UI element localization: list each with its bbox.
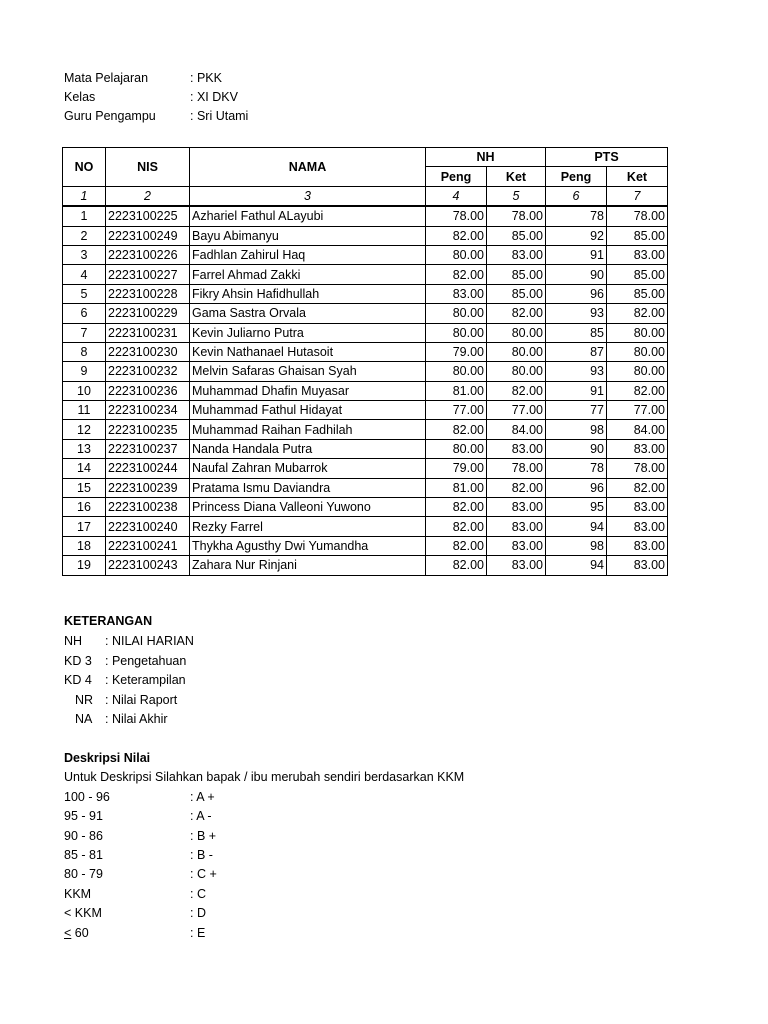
cell-nama: Kevin Juliarno Putra [190,323,426,342]
cell-nama: Melvin Safaras Ghaisan Syah [190,362,426,381]
cell-nis: 2223100237 [106,439,190,458]
cell-pts-ket: 84.00 [607,420,668,439]
cell-pts-peng: 93 [546,304,607,323]
cell-pts-peng: 96 [546,478,607,497]
grade-value: : D [190,906,206,920]
table-row [63,459,668,478]
cell-nis: 2223100235 [106,420,190,439]
cell-nh-peng: 80.00 [426,245,487,264]
cell-no: 1 [63,206,106,226]
cell-pts-peng: 94 [546,517,607,536]
cell-pts-ket: 83.00 [607,536,668,555]
table-row [63,245,668,264]
cell-nh-ket: 83.00 [487,556,546,575]
cell-pts-ket: 78.00 [607,206,668,226]
cell-no: 15 [63,478,106,497]
cell-nh-ket: 80.00 [487,323,546,342]
cell-pts-peng: 90 [546,439,607,458]
cell-pts-ket: 83.00 [607,556,668,575]
cell-nh-peng: 78.00 [426,206,487,226]
grade-range: KKM [64,887,92,901]
cell-no: 17 [63,517,106,536]
table-row [63,342,668,361]
cell-nama: Zahara Nur Rinjani [190,556,426,575]
cell-nis: 2223100226 [106,245,190,264]
header-no: NO [63,148,106,187]
cell-nis: 2223100232 [106,362,190,381]
keterangan-title: KETERANGAN [64,614,153,628]
cell-pts-ket: 83.00 [607,439,668,458]
cell-nh-ket: 83.00 [487,439,546,458]
cell-no: 16 [63,498,106,517]
cell-nis: 2223100241 [106,536,190,555]
cell-pts-peng: 93 [546,362,607,381]
cell-nh-ket: 83.00 [487,517,546,536]
grade-value: : C [190,887,206,901]
grade-range: < KKM [64,906,102,920]
header-pts-ket: Ket [607,167,668,186]
header-pts: PTS [546,148,668,167]
cell-nis: 2223100236 [106,381,190,400]
cell-nh-peng: 80.00 [426,362,487,381]
cell-nh-ket: 77.00 [487,401,546,420]
cell-pts-ket: 77.00 [607,401,668,420]
column-index: 7 [607,186,668,206]
cell-no: 18 [63,536,106,555]
lte-symbol: < [64,926,72,940]
cell-no: 19 [63,556,106,575]
cell-nis: 2223100227 [106,265,190,284]
cell-nh-peng: 82.00 [426,420,487,439]
column-index: 6 [546,186,607,206]
table-row [63,206,668,226]
cell-pts-peng: 90 [546,265,607,284]
cell-nis: 2223100244 [106,459,190,478]
cell-no: 9 [63,362,106,381]
legend-value: : Nilai Raport [105,693,178,707]
grade-value: : E [190,926,206,940]
cell-nama: Fikry Ahsin Hafidhullah [190,284,426,303]
cell-no: 2 [63,226,106,245]
grade-range: 95 - 91 [64,809,103,823]
info-label: Kelas [64,90,96,104]
cell-nh-ket: 80.00 [487,342,546,361]
cell-nis: 2223100240 [106,517,190,536]
table-row [63,439,668,458]
deskripsi-instruction: Untuk Deskripsi Silahkan bapak / ibu merubah sendiri berdasarkan KKM [64,770,465,784]
cell-pts-ket: 82.00 [607,304,668,323]
cell-no: 11 [63,401,106,420]
legend-key: NA [75,712,93,726]
legend-key: NH [64,634,83,648]
cell-nh-ket: 80.00 [487,362,546,381]
legend-value: : Keterampilan [105,673,186,687]
header-nh-ket: Ket [487,167,546,186]
table-row [63,381,668,400]
info-label: Guru Pengampu [64,109,156,123]
cell-nh-peng: 82.00 [426,226,487,245]
cell-nh-peng: 82.00 [426,556,487,575]
grade-range: 100 - 96 [64,790,110,804]
cell-nama: Nanda Handala Putra [190,439,426,458]
cell-pts-ket: 80.00 [607,342,668,361]
grade-range: 80 - 79 [64,867,103,881]
grade-range: 85 - 81 [64,848,103,862]
cell-nama: Princess Diana Valleoni Yuwono [190,498,426,517]
legend-value: : NILAI HARIAN [105,634,194,648]
column-index-row [63,186,668,206]
grade-threshold: 60 [71,926,89,940]
table-row [63,323,668,342]
table-row [63,498,668,517]
table-row [63,478,668,497]
column-index: 3 [190,186,426,206]
cell-nh-ket: 85.00 [487,265,546,284]
deskripsi-title: Deskripsi Nilai [64,751,151,765]
grade-range [64,924,89,943]
legend-key: KD 3 [64,654,92,668]
column-index: 1 [63,186,106,206]
grade-range: 90 - 86 [64,829,103,843]
cell-nh-peng: 82.00 [426,498,487,517]
cell-nh-ket: 85.00 [487,226,546,245]
cell-nh-ket: 84.00 [487,420,546,439]
cell-pts-peng: 95 [546,498,607,517]
table-row [63,536,668,555]
cell-nh-peng: 77.00 [426,401,487,420]
cell-pts-peng: 78 [546,459,607,478]
info-label: Mata Pelajaran [64,71,149,85]
cell-pts-peng: 87 [546,342,607,361]
cell-pts-ket: 78.00 [607,459,668,478]
table-row [63,265,668,284]
cell-nh-peng: 79.00 [426,459,487,478]
cell-pts-peng: 96 [546,284,607,303]
cell-nama: Rezky Farrel [190,517,426,536]
cell-nis: 2223100243 [106,556,190,575]
cell-no: 10 [63,381,106,400]
cell-nis: 2223100249 [106,226,190,245]
cell-pts-ket: 85.00 [607,265,668,284]
grade-value: : C + [190,867,217,881]
cell-nama: Muhammad Fathul Hidayat [190,401,426,420]
header-nh: NH [426,148,546,167]
cell-no: 8 [63,342,106,361]
cell-no: 6 [63,304,106,323]
cell-pts-peng: 94 [546,556,607,575]
cell-pts-peng: 78 [546,206,607,226]
header-row-top [63,148,668,167]
table-row [63,304,668,323]
header-nh-peng: Peng [426,167,487,186]
cell-nama: Azhariel Fathul ALayubi [190,206,426,226]
table-row [63,401,668,420]
info-value: : XI DKV [190,90,238,104]
cell-no: 7 [63,323,106,342]
cell-nis: 2223100239 [106,478,190,497]
table-row [63,420,668,439]
cell-pts-ket: 83.00 [607,498,668,517]
table-row [63,284,668,303]
cell-pts-peng: 77 [546,401,607,420]
cell-pts-peng: 98 [546,536,607,555]
cell-pts-ket: 85.00 [607,226,668,245]
legend-value: : Pengetahuan [105,654,187,668]
table-body [63,206,668,575]
cell-pts-peng: 98 [546,420,607,439]
cell-nh-ket: 82.00 [487,304,546,323]
cell-nama: Muhammad Raihan Fadhilah [190,420,426,439]
cell-nama: Muhammad Dhafin Muyasar [190,381,426,400]
table-row [63,556,668,575]
cell-pts-peng: 91 [546,245,607,264]
cell-pts-ket: 82.00 [607,381,668,400]
cell-nis: 2223100229 [106,304,190,323]
cell-nh-ket: 85.00 [487,284,546,303]
cell-nh-ket: 78.00 [487,206,546,226]
legend-key: NR [75,693,94,707]
cell-nis: 2223100230 [106,342,190,361]
cell-nh-peng: 82.00 [426,265,487,284]
cell-nh-peng: 82.00 [426,517,487,536]
cell-pts-ket: 85.00 [607,284,668,303]
cell-no: 13 [63,439,106,458]
column-index: 5 [487,186,546,206]
cell-nh-peng: 79.00 [426,342,487,361]
grade-value: : A + [190,790,215,804]
cell-nama: Thykha Agusthy Dwi Yumandha [190,536,426,555]
cell-nama: Kevin Nathanael Hutasoit [190,342,426,361]
cell-nh-peng: 82.00 [426,536,487,555]
header-pts-peng: Peng [546,167,607,186]
cell-pts-peng: 92 [546,226,607,245]
cell-pts-ket: 82.00 [607,478,668,497]
cell-nama: Farrel Ahmad Zakki [190,265,426,284]
table-row [63,517,668,536]
cell-nis: 2223100238 [106,498,190,517]
header-nama: NAMA [190,148,426,187]
cell-nh-ket: 83.00 [487,245,546,264]
grade-value: : A - [190,809,212,823]
cell-pts-peng: 91 [546,381,607,400]
cell-nh-ket: 78.00 [487,459,546,478]
cell-nh-ket: 82.00 [487,381,546,400]
cell-nh-peng: 81.00 [426,478,487,497]
table-row [63,362,668,381]
cell-nh-ket: 83.00 [487,498,546,517]
cell-pts-ket: 80.00 [607,323,668,342]
cell-nh-peng: 80.00 [426,323,487,342]
cell-nama: Naufal Zahran Mubarrok [190,459,426,478]
cell-no: 3 [63,245,106,264]
info-value: : Sri Utami [190,109,249,123]
column-index: 4 [426,186,487,206]
cell-nh-peng: 80.00 [426,304,487,323]
cell-pts-peng: 85 [546,323,607,342]
cell-no: 14 [63,459,106,478]
cell-nis: 2223100231 [106,323,190,342]
grade-value: : B + [190,829,217,843]
cell-no: 4 [63,265,106,284]
grade-value: : B - [190,848,213,862]
legend-value: : Nilai Akhir [105,712,168,726]
cell-nh-ket: 83.00 [487,536,546,555]
info-value: : PKK [190,71,222,85]
cell-no: 12 [63,420,106,439]
cell-nis: 2223100228 [106,284,190,303]
cell-nh-peng: 81.00 [426,381,487,400]
cell-nis: 2223100225 [106,206,190,226]
legend-key: KD 4 [64,673,92,687]
cell-no: 5 [63,284,106,303]
cell-nh-ket: 82.00 [487,478,546,497]
cell-nama: Gama Sastra Orvala [190,304,426,323]
cell-nama: Pratama Ismu Daviandra [190,478,426,497]
column-index: 2 [106,186,190,206]
cell-pts-ket: 80.00 [607,362,668,381]
cell-nh-peng: 80.00 [426,439,487,458]
header-nis: NIS [106,148,190,187]
cell-nh-peng: 83.00 [426,284,487,303]
cell-pts-ket: 83.00 [607,245,668,264]
cell-nama: Fadhlan Zahirul Haq [190,245,426,264]
table-row [63,226,668,245]
grades-table [62,147,668,576]
cell-pts-ket: 83.00 [607,517,668,536]
cell-nama: Bayu Abimanyu [190,226,426,245]
cell-nis: 2223100234 [106,401,190,420]
